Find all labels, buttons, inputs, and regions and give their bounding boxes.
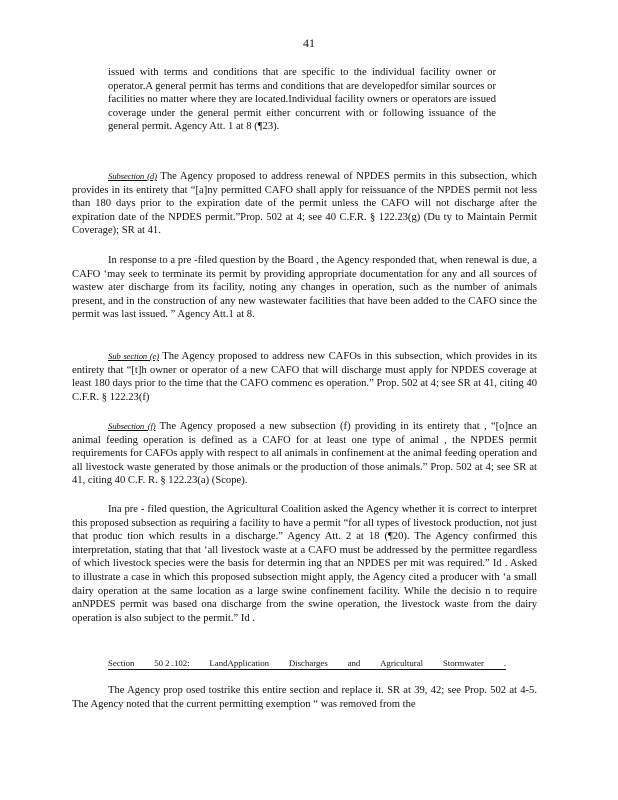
subsection-e-text: The Agency proposed to address new CAFOs in this subsection, which provides in its entirety that “[t]h owner or operator of a new CAFO that will discharge must apply for NPDES coverage at least 180 days prior to the time that the CAFO commenc es operation.” Prop. 502 at 4; see SR at 41, citing 40 C.F.R. § 122.23(f)	[72, 351, 537, 403]
paragraph-section-tail	[72, 684, 537, 711]
paragraph-subsection-d	[72, 170, 537, 238]
paragraph-coalition-question	[72, 503, 537, 625]
subsection-e-heading: Sub section (e)	[108, 351, 159, 361]
paragraph-board-question	[72, 254, 537, 322]
section-heading-word: .	[503, 658, 506, 668]
subsection-f-text: The Agency proposed a new subsection (f) providing in its entirety that , “[o]nce an animal feeding operation is defined as a CAFO for at least one type of animal , the NPDES permit requirements for CAFOs apply with respect to all animals in confinement at the animal feeding operation and all livestock waste generated by those animals or the production of those animals.” Prop. 502 at 4; see SR at 41, citing 40 C.F. R. § 122.23(a) (Scope).	[72, 421, 537, 487]
section-tail-text: The Agency prop osed tostrike this entire section and replace it. SR at 39, 42; see Prop. 502 at 4-5. The Agency noted that the current permitting exemption “ was removed from the	[72, 685, 537, 710]
section-heading-word: 50 2 .102:	[154, 658, 190, 668]
paragraph-subsection-f	[72, 420, 537, 488]
section-heading-word: LandApplication	[209, 658, 270, 668]
section-heading-word: Section	[108, 658, 135, 668]
section-heading-word: Stormwater	[442, 658, 484, 668]
coalition-question-text: Ina pre - filed question, the Agricultural Coalition asked the Agency whether it is correct to interpret this proposed subsection as requiring a facility to have a permit “for all types of livestock production, not just that produc tion which results in a discharge.” Agency Att. 2 at 18 (¶20). The Agency confirmed this interpretation, stating that that ‘all livestock waste at a CAFO must be addressed by the permittee regardless of which livestock species were the basis for determin ing that an NPDES per mit was required.” Id . Asked to illustrate a case in which this proposed subsection might apply, the Agency cited a producer with ‘a small dairy operation at the same location as a large swine confinement facility. While the decisio n to require anNPDES permit was based ona discharge from the swine operation, the livestock waste from the dairy operation is also subject to the permit.” Id .	[72, 504, 537, 624]
subsection-f-heading: Subsection (f)	[108, 421, 156, 431]
board-question-text: In response to a pre -filed question by the Board , the Agency responded that, when renewal is due, a CAFO ‘may seek to terminate its permit by providing appropriate documentation for any and all sources of wastew ater discharge from its facility, noting any changes in operation, such as the number of animals present, and in the construction of any new wastewater facilities that have been added to the CAFO since the permit was last issued. ” Agency Att.1 at 8.	[72, 255, 537, 321]
paragraph-subsection-e	[72, 350, 537, 404]
section-heading-word: Discharges	[288, 658, 328, 668]
subsection-d-heading: Subsection (d)	[108, 171, 157, 181]
section-heading-word: Agricultural	[380, 658, 424, 668]
page-number: 41	[303, 36, 315, 50]
block-quote: issued with terms and conditions that are specific to the individual facility owner or operator.A general permit has terms and conditions that are developedfor similar sources or facilities no matter where they are located.Individual facility owners or operators are issued coverage under the general permit either concurrent with or following issuance of the general permit. Agency Att. 1 at 8 (¶23).	[108, 67, 496, 133]
subsection-d-text: The Agency proposed to address renewal of NPDES permits in this subsection, which provides in its entirety that “[a]ny permitted CAFO shall apply for reissuance of the NPDES permit not less than 180 days prior to the expiration date of the permit unless the CAFO will not discharge after the expiration date of the NPDES permit.”Prop. 502 at 4; see 40 C.F.R. § 122.23(g) (Du ty to Maintain Permit Coverage); SR at 41.	[72, 171, 537, 237]
section-heading	[108, 658, 506, 670]
section-heading-word: and	[347, 658, 361, 668]
